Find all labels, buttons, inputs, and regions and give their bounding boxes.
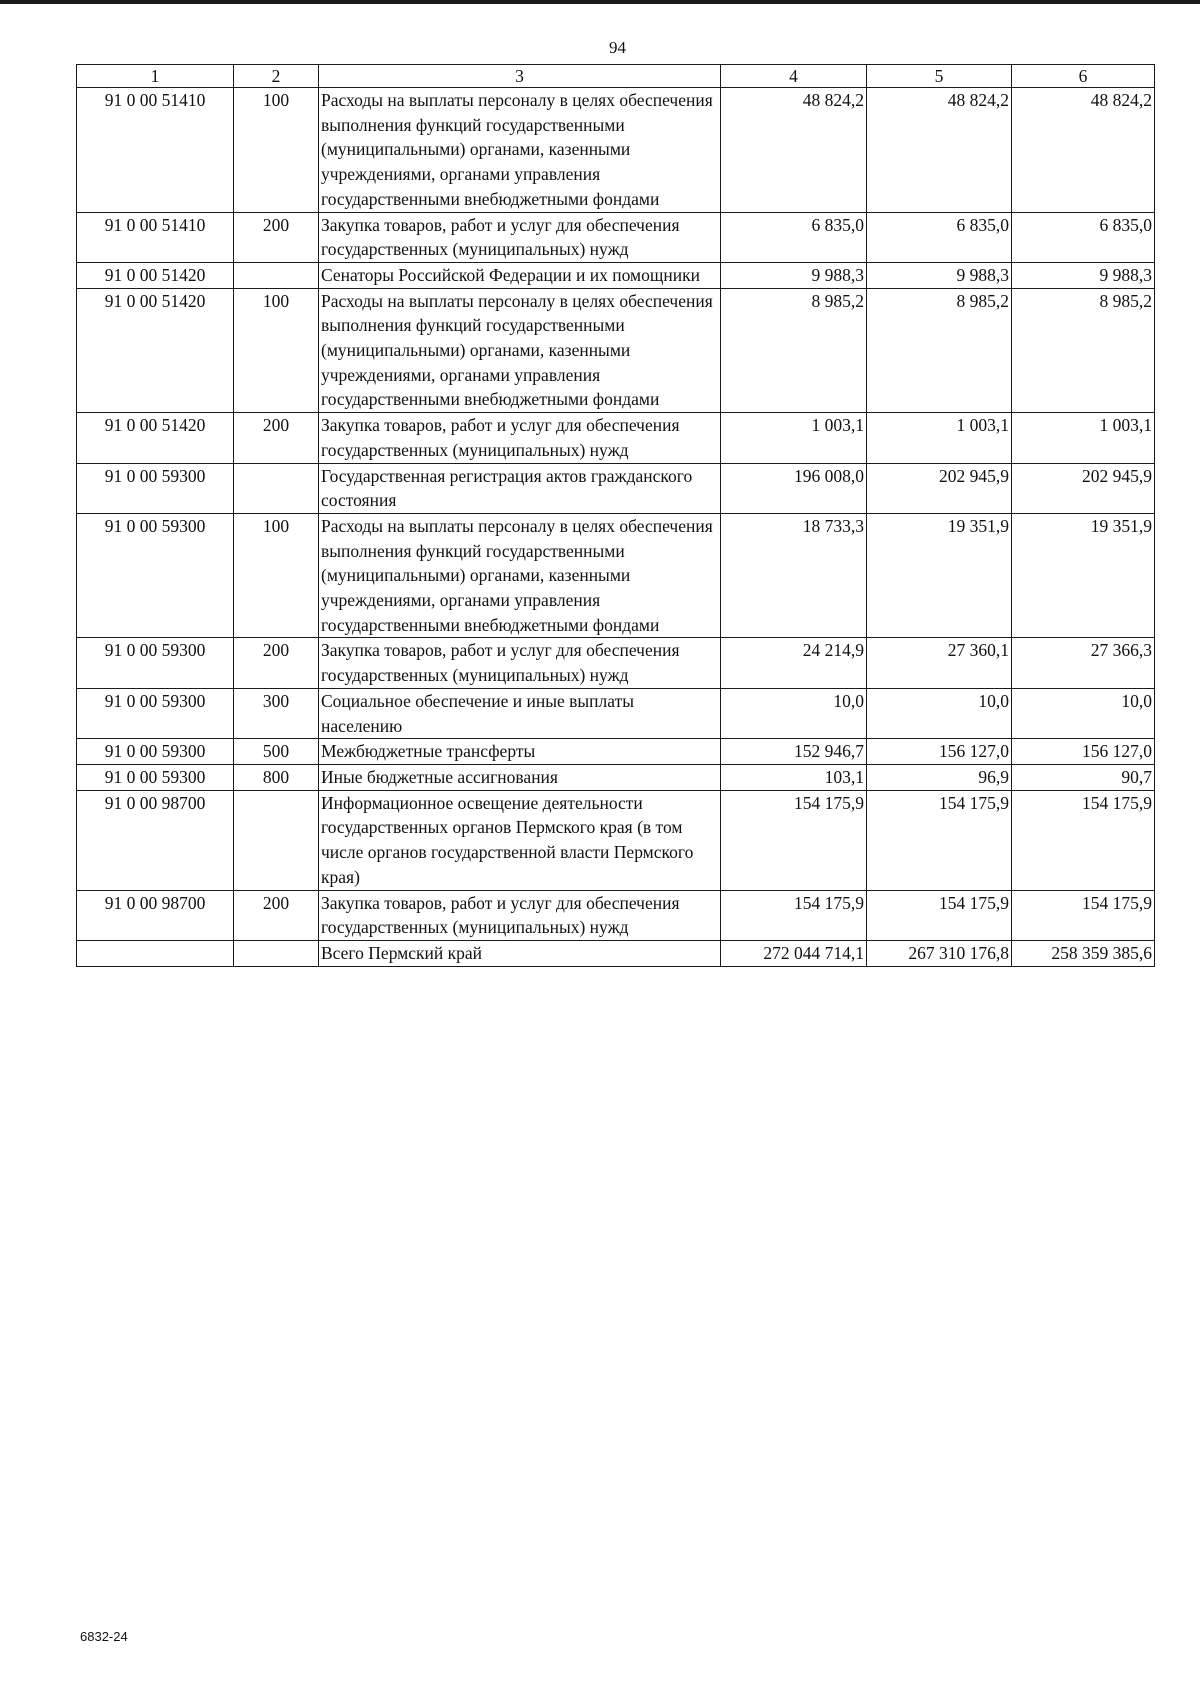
value-col4-cell: 103,1: [721, 764, 867, 790]
value-col4-cell: 18 733,3: [721, 513, 867, 638]
value-col6-cell: 90,7: [1012, 764, 1155, 790]
budget-table: [76, 64, 1155, 967]
value-col5-cell: 27 360,1: [867, 638, 1012, 688]
type-cell: 100: [234, 288, 319, 413]
value-col6-cell: 1 003,1: [1012, 413, 1155, 463]
value-col5-cell: 1 003,1: [867, 413, 1012, 463]
value-col4-cell: 10,0: [721, 688, 867, 738]
name-cell: Закупка товаров, работ и услуг для обеспечения государственных (муниципальных) нужд: [319, 638, 721, 688]
type-cell: 800: [234, 764, 319, 790]
type-cell: [234, 463, 319, 513]
header-cell-col2: 2: [234, 65, 319, 88]
code-cell: 91 0 00 51410: [77, 212, 234, 262]
total-col6-cell: 258 359 385,6: [1012, 940, 1155, 966]
value-col5-cell: 8 985,2: [867, 288, 1012, 413]
value-col5-cell: 154 175,9: [867, 890, 1012, 940]
name-cell: Иные бюджетные ассигнования: [319, 764, 721, 790]
header-cell-col1: 1: [77, 65, 234, 88]
value-col4-cell: 1 003,1: [721, 413, 867, 463]
code-cell: 91 0 00 59300: [77, 688, 234, 738]
code-cell: 91 0 00 98700: [77, 890, 234, 940]
value-col5-cell: 10,0: [867, 688, 1012, 738]
value-col6-cell: 6 835,0: [1012, 212, 1155, 262]
table-row: [77, 739, 1155, 765]
top-edge-rule: [0, 0, 1200, 4]
table-row: [77, 413, 1155, 463]
value-col5-cell: 156 127,0: [867, 739, 1012, 765]
document-code: 6832-24: [80, 1629, 128, 1644]
value-col6-cell: 156 127,0: [1012, 739, 1155, 765]
type-cell: 100: [234, 513, 319, 638]
code-cell: 91 0 00 59300: [77, 739, 234, 765]
code-cell: 91 0 00 59300: [77, 638, 234, 688]
value-col6-cell: 154 175,9: [1012, 890, 1155, 940]
name-cell: Закупка товаров, работ и услуг для обеспечения государственных (муниципальных) нужд: [319, 890, 721, 940]
name-cell: Информационное освещение деятельности государственных органов Пермского края (в том числе органов государственной власти Пермского края): [319, 790, 721, 890]
table-row: [77, 513, 1155, 638]
name-cell: Расходы на выплаты персоналу в целях обеспечения выполнения функций государственными (муниципальными) органами, казенными учреждениями, органами управления государственными внебюджетными фондами: [319, 513, 721, 638]
name-cell: Сенаторы Российской Федерации и их помощники: [319, 262, 721, 288]
type-cell: 200: [234, 890, 319, 940]
name-cell: Межбюджетные трансферты: [319, 739, 721, 765]
name-cell: Государственная регистрация актов гражданского состояния: [319, 463, 721, 513]
code-cell: 91 0 00 51420: [77, 413, 234, 463]
value-col6-cell: 9 988,3: [1012, 262, 1155, 288]
name-cell: Расходы на выплаты персоналу в целях обеспечения выполнения функций государственными (муниципальными) органами, казенными учреждениями, органами управления государственными внебюджетными фондами: [319, 88, 721, 213]
value-col4-cell: 152 946,7: [721, 739, 867, 765]
value-col6-cell: 27 366,3: [1012, 638, 1155, 688]
value-col5-cell: 202 945,9: [867, 463, 1012, 513]
table-row: [77, 638, 1155, 688]
type-cell: [234, 262, 319, 288]
table-row: [77, 688, 1155, 738]
type-cell: 100: [234, 88, 319, 213]
type-cell: 500: [234, 739, 319, 765]
header-cell-col5: 5: [867, 65, 1012, 88]
value-col5-cell: 154 175,9: [867, 790, 1012, 890]
value-col5-cell: 48 824,2: [867, 88, 1012, 213]
code-cell: 91 0 00 98700: [77, 790, 234, 890]
table-row: [77, 790, 1155, 890]
name-cell: Социальное обеспечение и иные выплаты населению: [319, 688, 721, 738]
table-row: [77, 463, 1155, 513]
type-cell: 200: [234, 212, 319, 262]
name-cell: Расходы на выплаты персоналу в целях обеспечения выполнения функций государственными (муниципальными) органами, казенными учреждениями, органами управления государственными внебюджетными фондами: [319, 288, 721, 413]
value-col4-cell: 154 175,9: [721, 890, 867, 940]
type-cell: 200: [234, 413, 319, 463]
value-col4-cell: 6 835,0: [721, 212, 867, 262]
value-col4-cell: 196 008,0: [721, 463, 867, 513]
value-col5-cell: 6 835,0: [867, 212, 1012, 262]
code-cell: 91 0 00 59300: [77, 513, 234, 638]
table-row: [77, 262, 1155, 288]
code-cell: 91 0 00 59300: [77, 463, 234, 513]
type-cell: [234, 940, 319, 966]
value-col6-cell: 19 351,9: [1012, 513, 1155, 638]
table-row: [77, 764, 1155, 790]
type-cell: [234, 790, 319, 890]
page-number: 94: [609, 38, 626, 57]
value-col5-cell: 9 988,3: [867, 262, 1012, 288]
value-col6-cell: 10,0: [1012, 688, 1155, 738]
value-col4-cell: 48 824,2: [721, 88, 867, 213]
value-col4-cell: 24 214,9: [721, 638, 867, 688]
total-col5-cell: 267 310 176,8: [867, 940, 1012, 966]
header-cell-col4: 4: [721, 65, 867, 88]
value-col4-cell: 9 988,3: [721, 262, 867, 288]
value-col4-cell: 8 985,2: [721, 288, 867, 413]
header-cell-col6: 6: [1012, 65, 1155, 88]
value-col6-cell: 154 175,9: [1012, 790, 1155, 890]
name-cell: Закупка товаров, работ и услуг для обеспечения государственных (муниципальных) нужд: [319, 413, 721, 463]
value-col6-cell: 8 985,2: [1012, 288, 1155, 413]
type-cell: 200: [234, 638, 319, 688]
value-col6-cell: 48 824,2: [1012, 88, 1155, 213]
total-label-cell: Всего Пермский край: [319, 940, 721, 966]
value-col4-cell: 154 175,9: [721, 790, 867, 890]
table-row: [77, 288, 1155, 413]
name-cell: Закупка товаров, работ и услуг для обеспечения государственных (муниципальных) нужд: [319, 212, 721, 262]
total-row: [77, 940, 1155, 966]
header-row: [77, 65, 1155, 88]
code-cell: 91 0 00 51420: [77, 288, 234, 413]
table-row: [77, 212, 1155, 262]
header-cell-col3: 3: [319, 65, 721, 88]
code-cell: 91 0 00 59300: [77, 764, 234, 790]
table-row: [77, 890, 1155, 940]
value-col6-cell: 202 945,9: [1012, 463, 1155, 513]
code-cell: 91 0 00 51410: [77, 88, 234, 213]
code-cell: [77, 940, 234, 966]
type-cell: 300: [234, 688, 319, 738]
value-col5-cell: 96,9: [867, 764, 1012, 790]
code-cell: 91 0 00 51420: [77, 262, 234, 288]
table-row: [77, 88, 1155, 213]
total-col4-cell: 272 044 714,1: [721, 940, 867, 966]
value-col5-cell: 19 351,9: [867, 513, 1012, 638]
